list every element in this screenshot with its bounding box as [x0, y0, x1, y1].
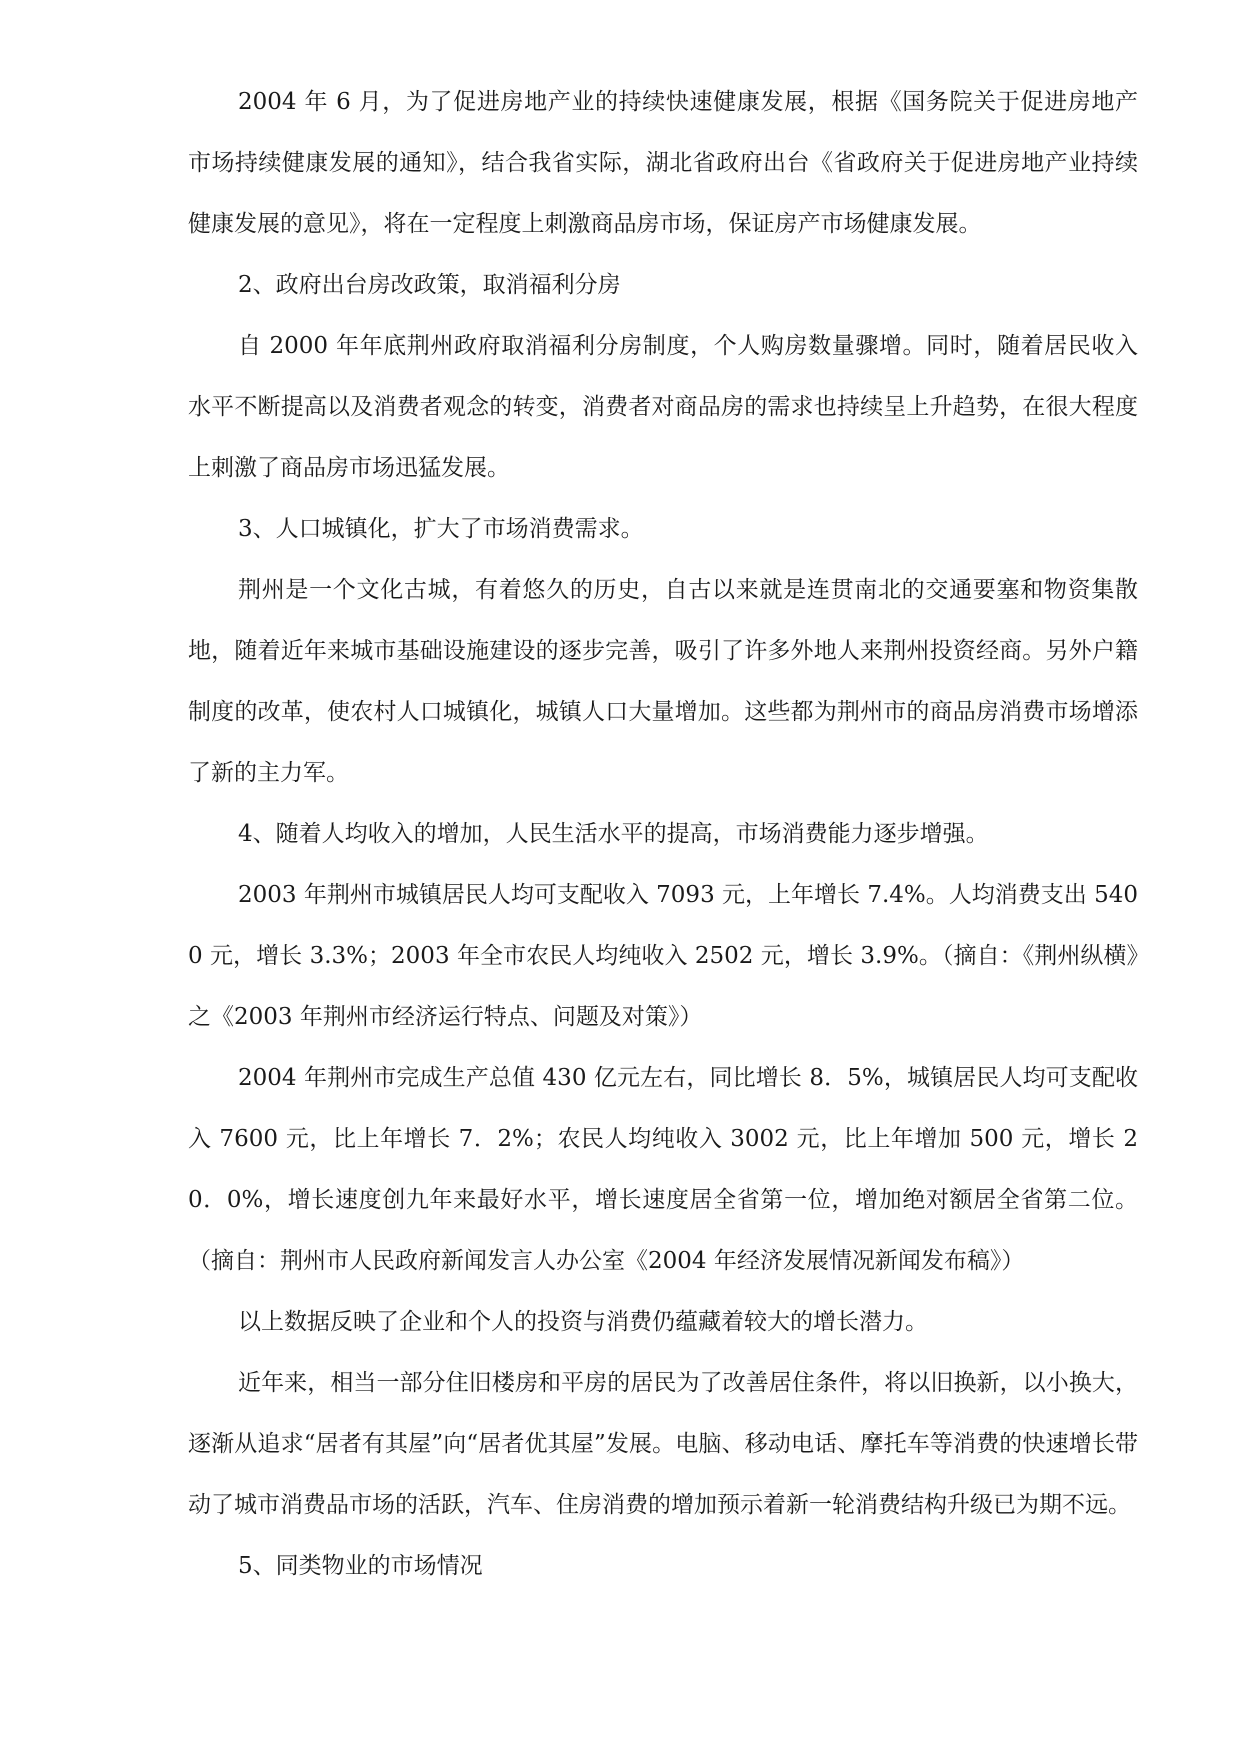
paragraph-investment-potential: 以上数据反映了企业和个人的投资与消费仍蕴藏着较大的增长潜力。	[238, 1309, 928, 1335]
heading-market-comparables: 5、同类物业的市场情况	[238, 1553, 483, 1579]
paragraph-policy-2004: 2004 年 6 月，为了促进房地产业的持续快速健康发展，根据《国务院关于促进房地产市场持续健康发展的通知》，结合我省实际，湖北省政府出台《省政府关于促进房地产业持续健康发展的意见》，将在一定程度上刺激商品房市场，保证房产市场健康发展。	[188, 89, 1138, 237]
paragraph-urbanization: 荆州是一个文化古城，有着悠久的历史，自古以来就是连贯南北的交通要塞和物资集散地，随着近年来城市基础设施建设的逐步完善，吸引了许多外地人来荆州投资经商。另外户籍制度的改革，使农村人口城镇化，城镇人口大量增加。这些都为荆州市的商品房消费市场增添了新的主力军。	[188, 577, 1138, 786]
paragraph-housing-reform: 自 2000 年年底荆州政府取消福利分房制度，个人购房数量骤增。同时，随着居民收入水平不断提高以及消费者观念的转变，消费者对商品房的需求也持续呈上升趋势，在很大程度上刺激了商品房市场迅猛发展。	[188, 333, 1138, 481]
paragraph-income-2004: 2004 年荆州市完成生产总值 430 亿元左右，同比增长 8．5%，城镇居民人均可支配收入 7600 元，比上年增长 7．2%；农民人均纯收入 3002 元，比上年增加 500 元，增长 20．0%，增长速度创九年来最好水平，增长速度居全省第一位，增加绝对额居全省第二位。（摘自：荆州市人民政府新闻发言人办公室《2004 年经济发展情况新闻发布稿》）	[188, 1065, 1138, 1274]
heading-housing-reform: 2、政府出台房改政策，取消福利分房	[238, 272, 621, 298]
paragraph-consumption-upgrade: 近年来，相当一部分住旧楼房和平房的居民为了改善居住条件，将以旧换新，以小换大，逐渐从追求“居者有其屋”向“居者优其屋”发展。电脑、移动电话、摩托车等消费的快速增长带动了城市消费品市场的活跃，汽车、住房消费的增加预示着新一轮消费结构升级已为期不远。	[188, 1370, 1138, 1518]
document-page	[188, 72, 1138, 1597]
heading-urbanization: 3、人口城镇化，扩大了市场消费需求。	[238, 516, 644, 542]
heading-income-growth: 4、随着人均收入的增加，人民生活水平的提高，市场消费能力逐步增强。	[238, 821, 989, 847]
paragraph-income-2003: 2003 年荆州市城镇居民人均可支配收入 7093 元，上年增长 7.4%。人均消费支出 5400 元，增长 3.3%；2003 年全市农民人均纯收入 2502 元，增长 3.9%。（摘自：《荆州纵横》之《2003 年荆州市经济运行特点、问题及对策》）	[188, 882, 1138, 1030]
